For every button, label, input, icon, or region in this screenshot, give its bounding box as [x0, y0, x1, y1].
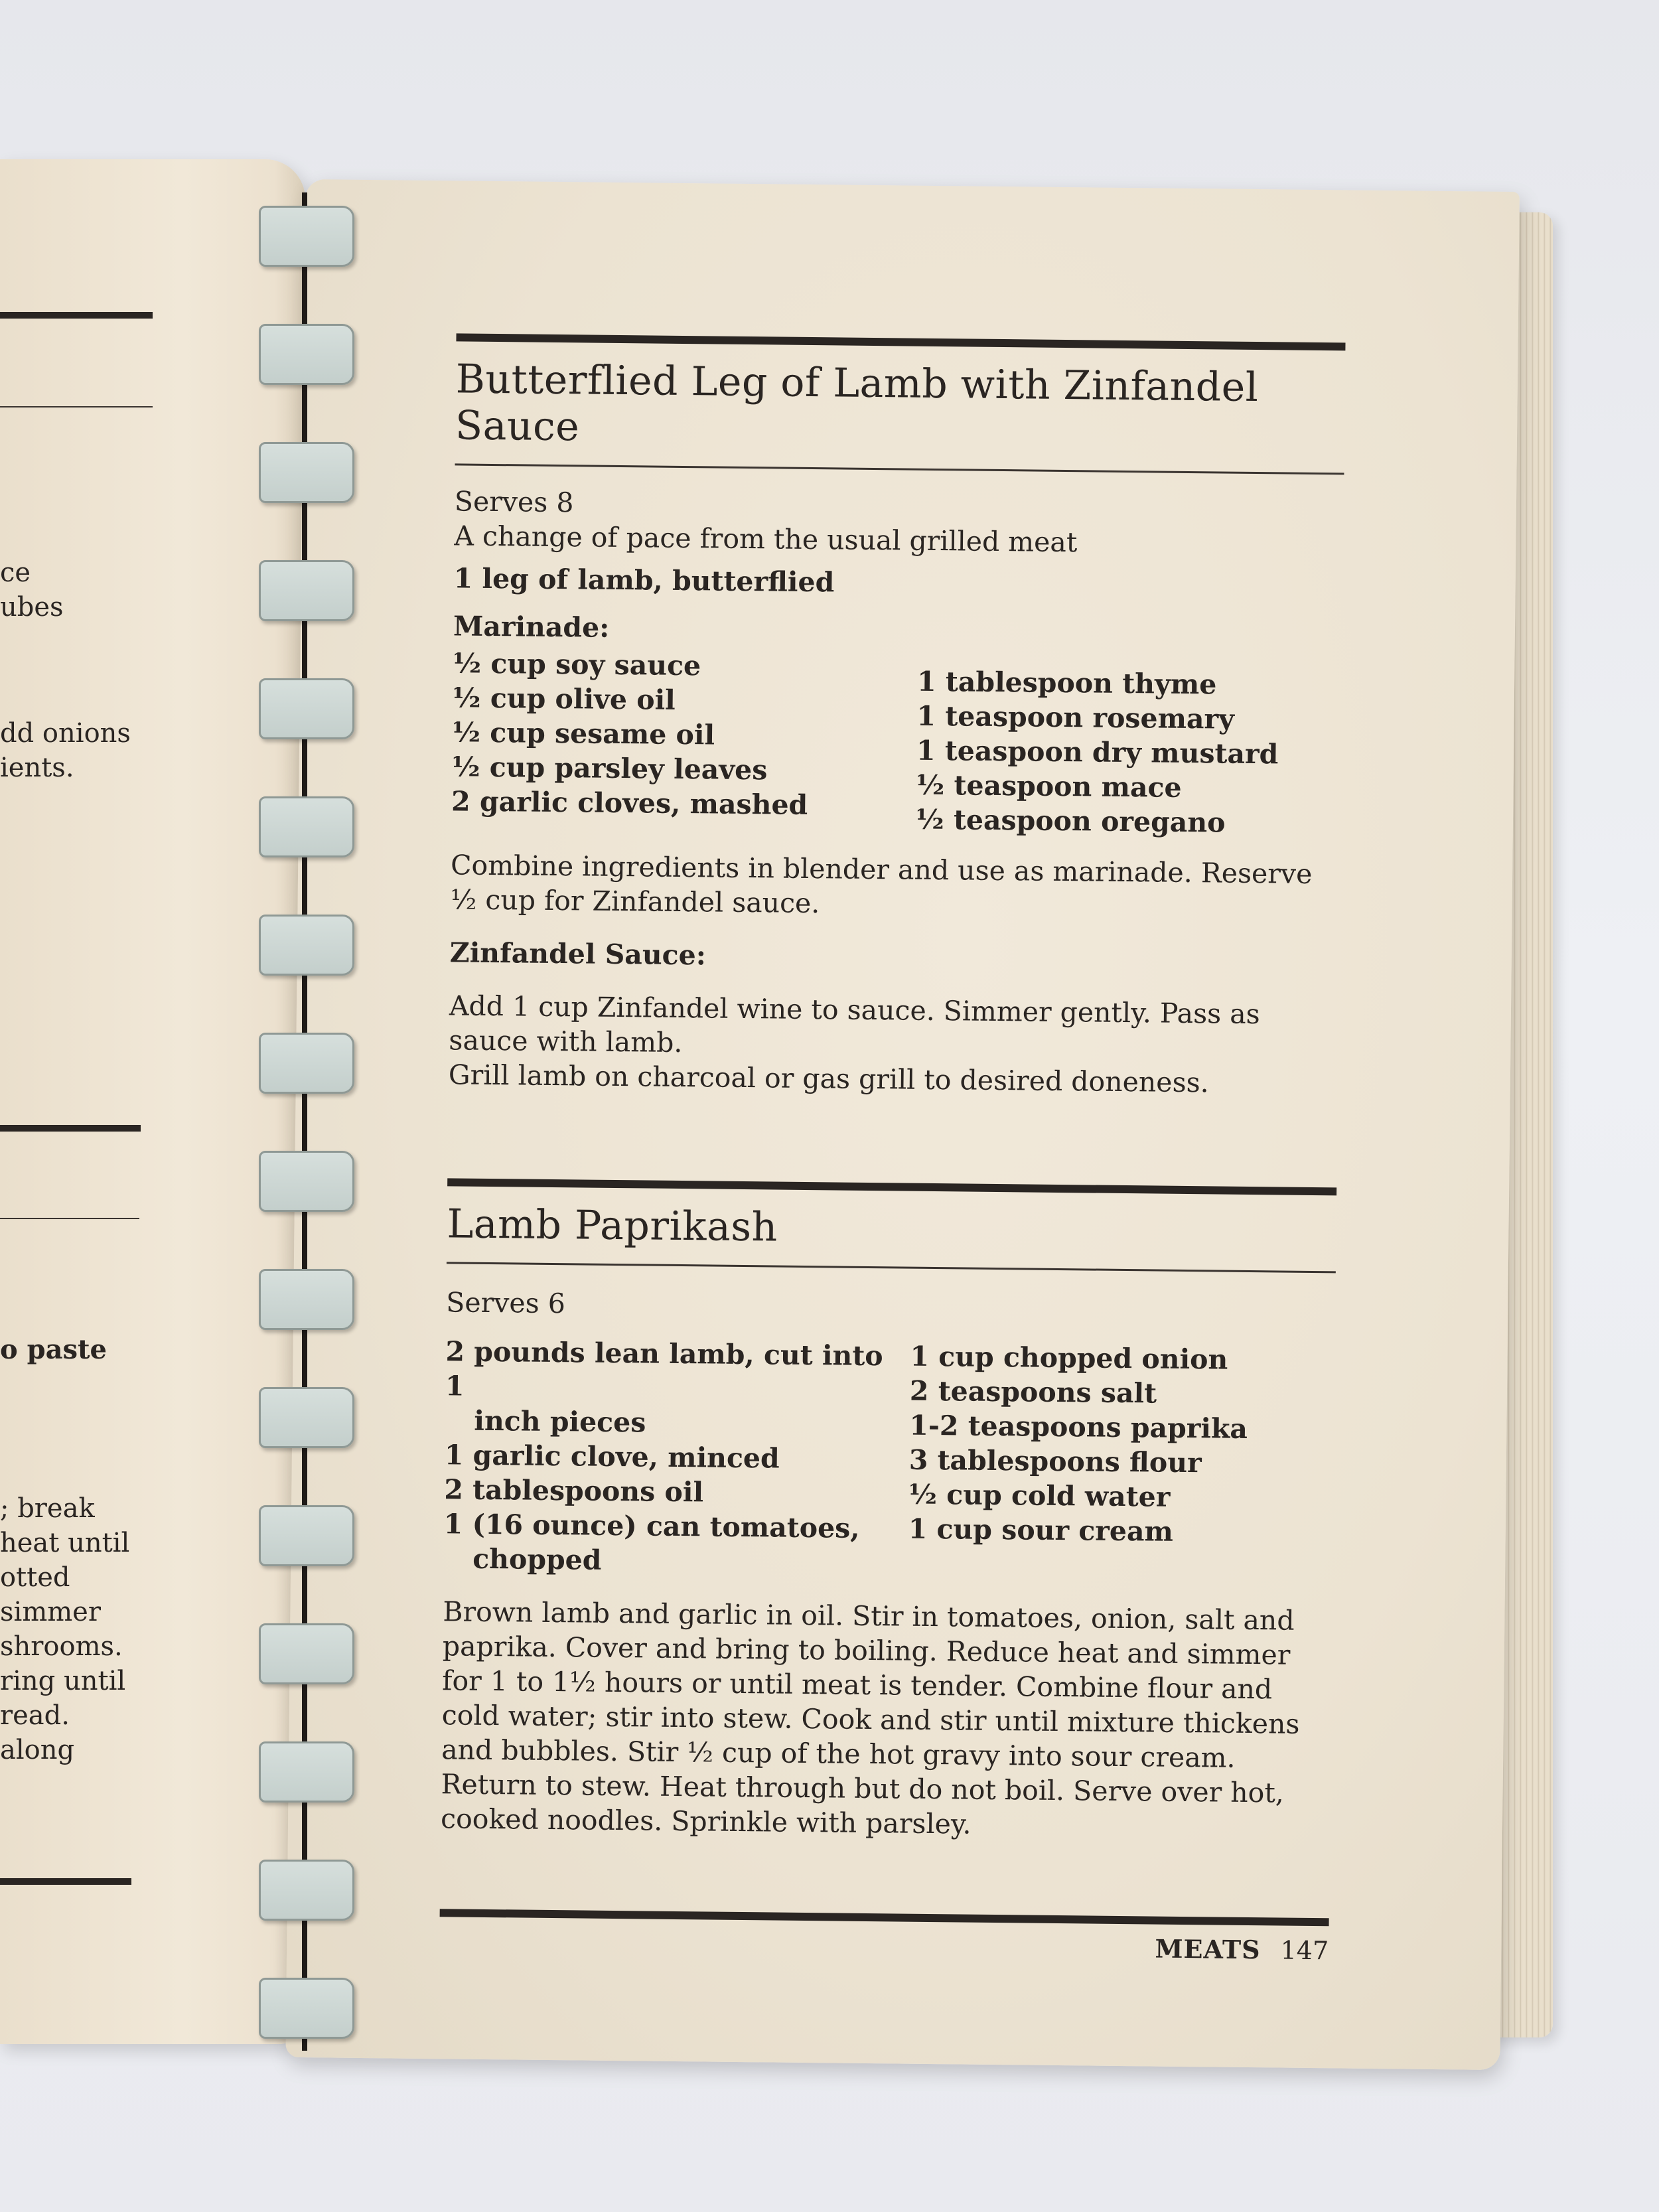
ingredient: 1 cup chopped onion	[910, 1340, 1228, 1376]
left-fragment: ubes	[0, 592, 64, 623]
right-page	[285, 179, 1520, 2070]
section-label: MEATS	[1155, 1933, 1261, 1965]
left-rule-thin	[0, 406, 153, 407]
left-fragment: o paste	[0, 1334, 107, 1365]
binding-ring	[259, 1269, 354, 1330]
binding-ring	[259, 1505, 354, 1566]
ingredient: 2 garlic cloves, mashed	[451, 785, 808, 821]
binding-ring	[259, 1033, 354, 1094]
left-fragment: simmer	[0, 1597, 101, 1627]
serves-text: Serves 8	[454, 485, 574, 519]
ingredient: 2 pounds lean lamb, cut into 1	[445, 1335, 883, 1402]
binding-ring	[259, 915, 354, 976]
left-fragment: read.	[0, 1700, 70, 1731]
ingredient: 1 garlic clove, minced	[444, 1439, 780, 1475]
left-rule-thick	[0, 312, 153, 319]
left-fragment: ients.	[0, 753, 74, 783]
left-fragment: along	[0, 1735, 75, 1765]
binding-ring	[259, 678, 354, 739]
left-fragment: heat until	[0, 1528, 130, 1558]
ingredient: 1 tablespoon thyme	[916, 665, 1217, 701]
page-footer	[439, 1926, 1329, 1965]
ingredient: 1 cup sour cream	[908, 1512, 1174, 1548]
binding-ring	[259, 1860, 354, 1921]
ingredient: ½ cup soy sauce	[453, 647, 701, 682]
left-fragment: dd onions	[0, 718, 131, 749]
ingredient: ½ cup sesame oil	[452, 716, 715, 751]
ingredient: 3 tablespoons flour	[908, 1443, 1202, 1479]
serves-text: Serves 6	[446, 1286, 566, 1320]
ingredient: 1 teaspoon rosemary	[916, 700, 1235, 735]
paprikash-ingredients	[443, 1334, 1335, 1585]
marinade-heading: Marinade:	[453, 610, 610, 644]
binding-ring	[259, 1741, 354, 1803]
ingredient: 2 tablespoons oil	[444, 1473, 704, 1509]
left-fragment: ring until	[0, 1666, 126, 1696]
title-rule-thin	[455, 463, 1344, 475]
page-content	[439, 333, 1346, 1965]
binding-ring	[259, 1978, 354, 2039]
left-rule-thin	[0, 1218, 139, 1219]
ingredient: ½ cup cold water	[908, 1478, 1171, 1513]
ingredient: ½ teaspoon mace	[916, 769, 1182, 804]
ingredient: 1 (16 ounce) can tomatoes,	[443, 1508, 860, 1544]
recipe-title: Lamb Paprikash	[447, 1201, 778, 1251]
left-rule-thick	[0, 1125, 141, 1132]
ingredient: ½ teaspoon oregano	[915, 803, 1226, 839]
spiral-binding	[239, 192, 372, 2051]
title-rule-thin	[447, 1262, 1336, 1273]
binding-ring	[259, 206, 354, 267]
left-rule-thick	[0, 1878, 131, 1885]
binding-ring	[259, 324, 354, 385]
sauce-heading: Zinfandel Sauce:	[449, 936, 707, 972]
binding-ring	[259, 1151, 354, 1212]
recipe-description: A change of pace from the usual grilled meat	[454, 520, 1078, 559]
grill-instructions: Grill lamb on charcoal or gas grill to desired doneness.	[448, 1059, 1209, 1099]
ingredient-continued: inch pieces	[474, 1404, 646, 1439]
binding-ring	[259, 560, 354, 621]
page-number: 147	[1280, 1935, 1329, 1966]
main-ingredient: 1 leg of lamb, butterflied	[453, 562, 835, 599]
paprikash-instructions: Brown lamb and garlic in oil. Stir in tomatoes, onion, salt and paprika. Cover and bring to boiling. Reduce heat and simmer for 1 to 1½ hours or until meat is tender. Combine flour and cold water; stir into stew. Cook and stir until mixture thickens and bubbles. Stir ½ cup of the hot gravy into sour cream. Return to stew. Heat through but do not boil. Serve over hot, cooked noodles. Sprinkle with parsley.	[440, 1595, 1300, 1840]
left-fragment: otted	[0, 1562, 70, 1593]
ingredient: 1 teaspoon dry mustard	[916, 734, 1279, 771]
marinade-ingredients	[451, 646, 1342, 841]
ingredient: ½ cup olive oil	[452, 682, 676, 716]
binding-ring	[259, 1623, 354, 1684]
binding-ring	[259, 796, 354, 857]
ingredient: 1-2 teaspoons paprika	[909, 1409, 1248, 1445]
sauce-instructions: Add 1 cup Zinfandel wine to sauce. Simmer gently. Pass as sauce with lamb.	[449, 990, 1260, 1059]
marinade-instructions: Combine ingredients in blender and use as marinade. Reserve ½ cup for Zinfandel sauce.	[450, 849, 1313, 920]
binding-ring	[259, 1387, 354, 1448]
left-fragment: ce	[0, 557, 31, 588]
left-fragment: shrooms.	[0, 1631, 123, 1662]
binding-ring	[259, 442, 354, 503]
recipe-title: Butterflied Leg of Lamb with Zinfandel Sauce	[455, 356, 1259, 451]
left-fragment: ; break	[0, 1493, 95, 1524]
ingredient: 2 teaspoons salt	[909, 1374, 1157, 1410]
ingredient: ½ cup parsley leaves	[451, 751, 768, 786]
ingredient-continued: chopped	[472, 1542, 602, 1576]
title-rule-thick	[456, 333, 1345, 350]
